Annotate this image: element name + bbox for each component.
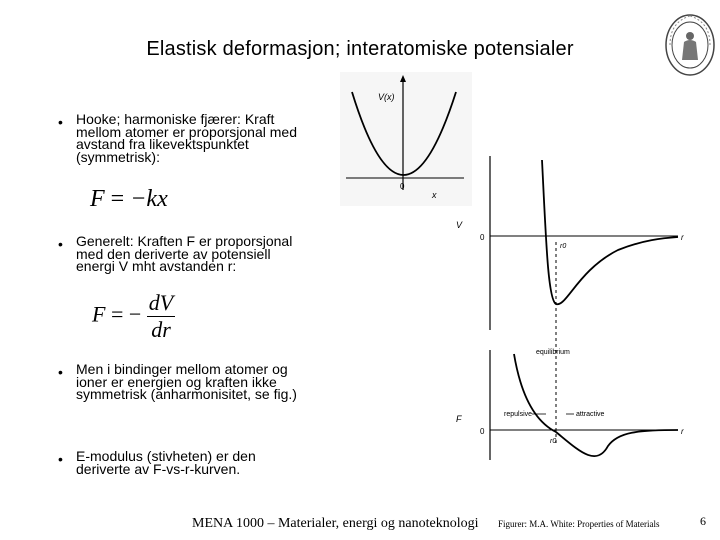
f-origin-label: 0 <box>480 427 485 436</box>
repulsive-label: repulsive <box>504 411 533 418</box>
bullet-marker: • <box>58 114 63 130</box>
bullet-marker: • <box>58 364 63 380</box>
f-axis-label: F <box>456 414 462 424</box>
interatomic-potential-force-figure <box>448 150 696 460</box>
slide-title: Elastisk deformasjon; interatomiske potensialer <box>146 38 574 60</box>
v-origin-label: 0 <box>480 233 485 242</box>
page-number: 6 <box>700 514 706 528</box>
force-curve <box>514 354 678 456</box>
bullet-marker: • <box>58 236 63 252</box>
v-r0-label: r0 <box>560 243 567 250</box>
bullet-text-anharmonic: Men i bindinger mellom atomer og ioner er energien og kraften ikke symmetrisk (anharmonisitet, se fig.) <box>76 361 297 402</box>
hooke-formula: F = −kx <box>90 186 168 212</box>
bullet-marker: • <box>58 451 63 467</box>
bullet-text-hooke: Hooke; harmoniske fjærer: Kraft mellom atomer er proporsjonal med avstand fra likevektspunktet (symmetrisk): <box>76 111 297 165</box>
equilibrium-label: equilibrium <box>536 349 570 356</box>
derivative-formula: F = − $\frac{dV}{dr}$ <box>92 290 174 342</box>
bullet-text-general: Generelt: Kraften F er proporsjonal med den deriverte av potensiell energi V mht avstanden r: <box>76 233 293 274</box>
potential-curve <box>542 160 678 304</box>
course-footer: MENA 1000 – Materialer, energi og nanoteknologi <box>192 516 479 531</box>
v-axis-label: V <box>456 220 463 230</box>
bullet-text-modulus: E-modulus (stivheten) er den deriverte av F-vs-r-kurven. <box>76 448 256 477</box>
potential-ylabel: V(x) <box>378 92 395 102</box>
university-seal-icon <box>664 12 716 78</box>
v-r-label: r <box>681 233 684 242</box>
figure-credit: Figurer: M.A. White: Properties of Materials <box>498 519 660 529</box>
f-r-label: r <box>681 427 684 436</box>
potential-origin-label: 0 <box>400 182 405 191</box>
attractive-label: attractive <box>576 411 605 418</box>
potential-xlabel: x <box>432 190 437 200</box>
f-r0-label: r0 <box>550 438 557 445</box>
